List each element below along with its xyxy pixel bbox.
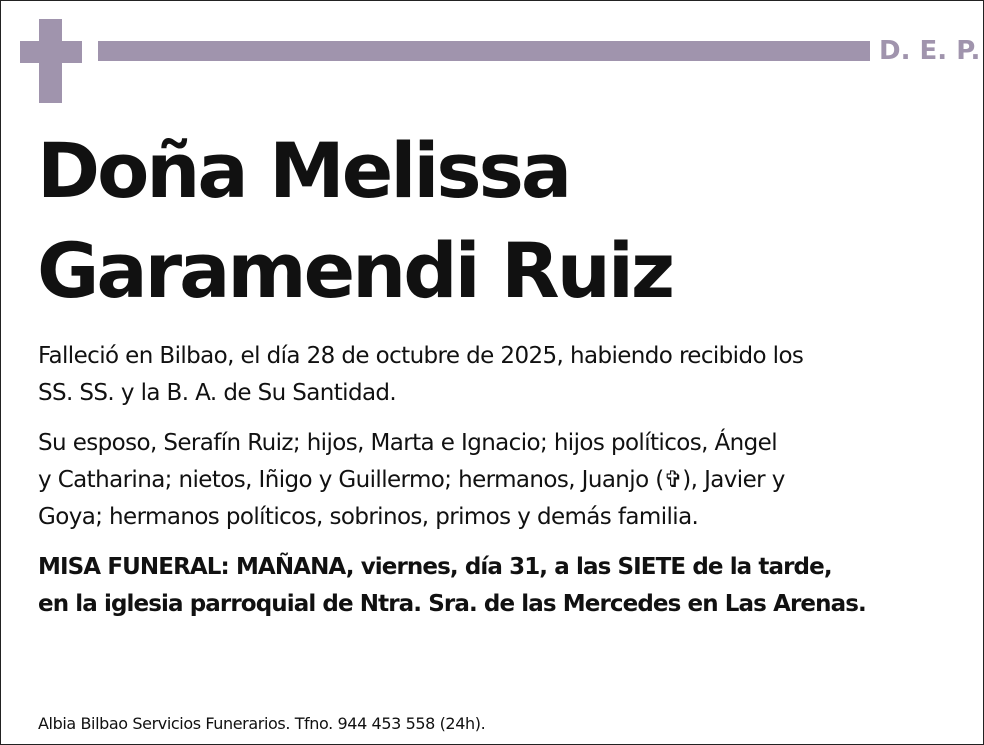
funeral-home-contact: Albia Bilbao Servicios Funerarios. Tfno. 944 453 558 (24h). bbox=[38, 714, 486, 733]
deceased-name-line-1: Doña Melissa bbox=[37, 126, 570, 215]
text-line: y Catharina; nietos, Iñigo y Guillermo; hermanos, Juanjo (✞), Javier y bbox=[38, 467, 785, 493]
header-rule bbox=[98, 41, 870, 61]
dep-label: D. E. P. bbox=[879, 36, 981, 66]
funeral-mass-info bbox=[38, 549, 866, 623]
text-line: Su esposo, Serafín Ruiz; hijos, Marta e Ignacio; hijos políticos, Ángel bbox=[38, 430, 777, 456]
latin-cross-icon bbox=[20, 19, 82, 103]
text-line: en la iglesia parroquial de Ntra. Sra. de las Mercedes en Las Arenas. bbox=[38, 591, 866, 617]
text-line: MISA FUNERAL: MAÑANA, viernes, día 31, a las SIETE de la tarde, bbox=[38, 554, 832, 580]
death-announcement bbox=[38, 338, 803, 412]
text-line: SS. SS. y la B. A. de Su Santidad. bbox=[38, 380, 397, 406]
family-list bbox=[38, 425, 785, 536]
deceased-name bbox=[37, 121, 672, 321]
deceased-name-line-2: Garamendi Ruiz bbox=[37, 226, 673, 315]
text-line: Goya; hermanos políticos, sobrinos, primos y demás familia. bbox=[38, 504, 699, 530]
text-line: Falleció en Bilbao, el día 28 de octubre de 2025, habiendo recibido los bbox=[38, 343, 804, 369]
